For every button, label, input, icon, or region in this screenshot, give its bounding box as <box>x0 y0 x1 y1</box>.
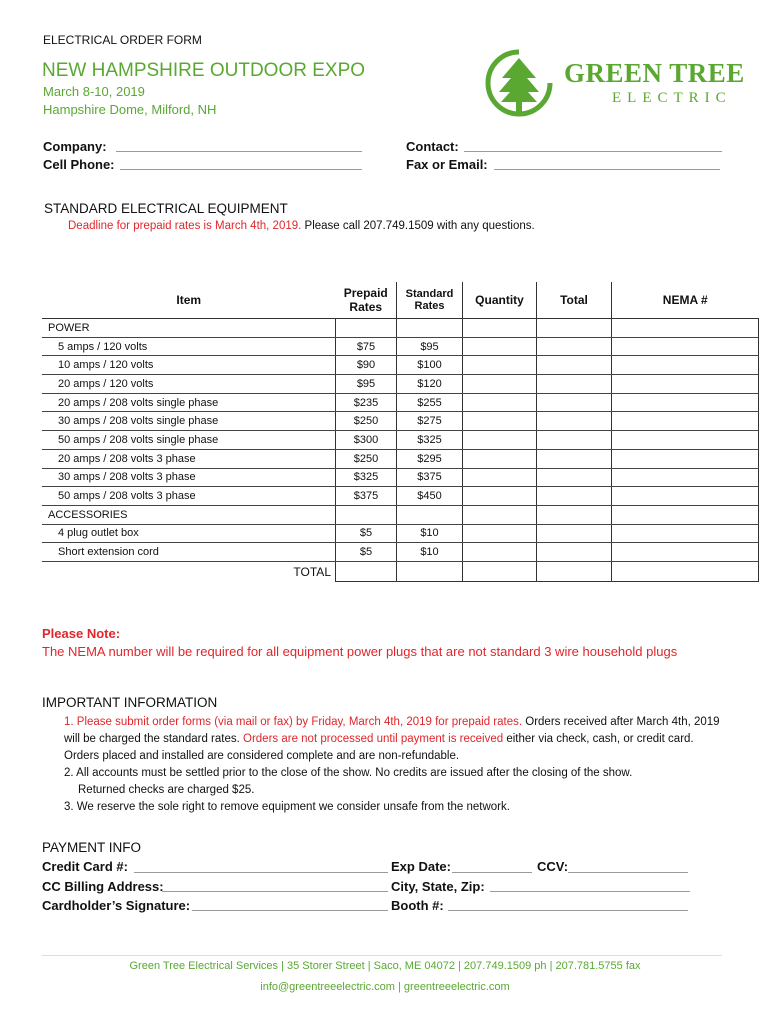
form-title: ELECTRICAL ORDER FORM <box>43 33 202 47</box>
important-item-1-line3: Orders placed and installed are considered complete and are non-refundable. <box>64 750 460 762</box>
table-row <box>42 337 759 356</box>
item-cell: 20 amps / 120 volts <box>42 375 336 394</box>
total-cell[interactable] <box>537 524 612 543</box>
total-cell[interactable] <box>537 468 612 487</box>
standard-rate-cell <box>397 505 463 524</box>
standard-rate-cell: $450 <box>397 487 463 506</box>
logo-text-sub: ELECTRIC <box>612 90 732 106</box>
total-prepaid-cell <box>336 561 397 582</box>
prepaid-rate-cell: $250 <box>336 449 397 468</box>
nema-cell[interactable] <box>612 487 759 506</box>
deadline-red: Deadline for prepaid rates is March 4th, 2019. <box>68 220 302 232</box>
important-item-2-line2: Returned checks are charged $25. <box>78 784 255 796</box>
quantity-cell[interactable] <box>463 356 537 375</box>
table-row <box>42 449 759 468</box>
quantity-cell <box>463 319 537 338</box>
note-text: The NEMA number will be required for all equipment power plugs that are not standard 3 wire household plugs <box>42 644 678 659</box>
total-cell[interactable] <box>537 375 612 394</box>
nema-cell <box>612 505 759 524</box>
nema-cell[interactable] <box>612 412 759 431</box>
item1-black: Orders received after March 4th, 2019 <box>522 716 720 728</box>
item-cell: 20 amps / 208 volts 3 phase <box>42 449 336 468</box>
cell-phone-label: Cell Phone: <box>43 157 115 172</box>
prepaid-rate-cell <box>336 319 397 338</box>
quantity-cell[interactable] <box>463 393 537 412</box>
table-row <box>42 375 759 394</box>
total-cell[interactable] <box>537 393 612 412</box>
booth-field[interactable] <box>448 896 688 911</box>
item-cell: POWER <box>42 319 336 338</box>
credit-card-label: Credit Card #: <box>42 859 128 874</box>
billing-label: CC Billing Address: <box>42 879 164 894</box>
total-row <box>42 561 759 582</box>
ccv-field[interactable] <box>568 858 688 873</box>
total-cell <box>537 505 612 524</box>
standard-header-line2: Rates <box>414 300 445 312</box>
standard-rate-cell: $100 <box>397 356 463 375</box>
equipment-heading: STANDARD ELECTRICAL EQUIPMENT <box>44 201 288 216</box>
standard-rate-cell <box>397 319 463 338</box>
important-item-1 <box>64 714 720 731</box>
company-field[interactable] <box>116 137 362 152</box>
col-header-nema: NEMA # <box>612 282 759 319</box>
prepaid-rate-cell: $235 <box>336 393 397 412</box>
city-field[interactable] <box>490 877 690 892</box>
booth-label: Booth #: <box>391 898 444 913</box>
prepaid-rate-cell: $5 <box>336 543 397 562</box>
event-dates: March 8-10, 2019 <box>43 84 145 99</box>
signature-label: Cardholder’s Signature: <box>42 898 191 913</box>
standard-rate-cell: $275 <box>397 412 463 431</box>
table-header-row <box>42 282 759 319</box>
table-row <box>42 543 759 562</box>
col-header-standard <box>397 282 463 319</box>
equipment-table <box>42 282 759 582</box>
prepaid-rate-cell <box>336 505 397 524</box>
quantity-cell[interactable] <box>463 543 537 562</box>
total-cell[interactable] <box>537 431 612 450</box>
nema-cell <box>612 319 759 338</box>
standard-header-line1: Standard <box>405 288 454 300</box>
quantity-cell[interactable] <box>463 375 537 394</box>
nema-cell[interactable] <box>612 337 759 356</box>
standard-rate-cell: $295 <box>397 449 463 468</box>
prepaid-header-line1: Prepaid <box>343 286 388 300</box>
item-cell: 30 amps / 208 volts single phase <box>42 412 336 431</box>
quantity-cell[interactable] <box>463 449 537 468</box>
quantity-cell <box>463 505 537 524</box>
company-label: Company: <box>43 139 107 154</box>
item-cell: 50 amps / 208 volts single phase <box>42 431 336 450</box>
quantity-cell[interactable] <box>463 524 537 543</box>
footer-divider <box>42 955 722 956</box>
important-item-3: 3. We reserve the sole right to remove equipment we consider unsafe from the network. <box>64 801 510 813</box>
prepaid-header-line2: Rates <box>349 300 383 314</box>
col-header-prepaid <box>336 282 397 319</box>
company-logo <box>484 48 744 118</box>
total-cell[interactable] <box>537 412 612 431</box>
nema-cell[interactable] <box>612 524 759 543</box>
item-cell: 50 amps / 208 volts 3 phase <box>42 487 336 506</box>
total-cell[interactable] <box>537 487 612 506</box>
table-row <box>42 356 759 375</box>
standard-rate-cell: $10 <box>397 524 463 543</box>
item-cell: 20 amps / 208 volts single phase <box>42 393 336 412</box>
prepaid-rate-cell: $75 <box>336 337 397 356</box>
item1-red: 1. Please submit order forms (via mail or fax) by Friday, March 4th, 2019 for prepaid rates. <box>64 716 523 728</box>
important-heading: IMPORTANT INFORMATION <box>42 695 218 710</box>
total-total-cell[interactable] <box>537 561 612 582</box>
item1-line2-black2: either via check, cash, or credit card. <box>503 733 694 745</box>
table-row <box>42 431 759 450</box>
nema-cell[interactable] <box>612 375 759 394</box>
credit-card-field[interactable] <box>134 858 388 873</box>
nema-cell[interactable] <box>612 356 759 375</box>
item-cell: 5 amps / 120 volts <box>42 337 336 356</box>
payment-heading: PAYMENT INFO <box>42 840 142 855</box>
col-header-item: Item <box>42 282 336 319</box>
fax-email-field[interactable] <box>494 155 720 170</box>
standard-rate-cell: $120 <box>397 375 463 394</box>
nema-cell[interactable] <box>612 468 759 487</box>
standard-rate-cell: $325 <box>397 431 463 450</box>
important-item-2: 2. All accounts must be settled prior to the close of the show. No credits are issued after the closing of the show. <box>64 767 633 779</box>
col-header-quantity: Quantity <box>463 282 537 319</box>
item-cell: 4 plug outlet box <box>42 524 336 543</box>
prepaid-rate-cell: $5 <box>336 524 397 543</box>
standard-rate-cell: $10 <box>397 543 463 562</box>
prepaid-rate-cell: $250 <box>336 412 397 431</box>
nema-cell[interactable] <box>612 449 759 468</box>
important-item-1-line2 <box>64 731 720 748</box>
logo-text-main: GREEN TREE <box>564 58 745 88</box>
table-row <box>42 487 759 506</box>
table-row <box>42 468 759 487</box>
total-cell <box>537 319 612 338</box>
contact-field[interactable] <box>464 137 722 152</box>
important-list <box>64 714 720 816</box>
total-cell[interactable] <box>537 543 612 562</box>
tree-logo-icon <box>484 48 554 118</box>
item-cell: ACCESSORIES <box>42 505 336 524</box>
quantity-cell[interactable] <box>463 468 537 487</box>
nema-cell[interactable] <box>612 431 759 450</box>
item-cell: 30 amps / 208 volts 3 phase <box>42 468 336 487</box>
standard-rate-cell: $255 <box>397 393 463 412</box>
table-row <box>42 505 759 524</box>
prepaid-rate-cell: $325 <box>336 468 397 487</box>
event-name: NEW HAMPSHIRE OUTDOOR EXPO <box>42 60 366 81</box>
total-nema-cell[interactable] <box>612 561 759 582</box>
col-header-total: Total <box>537 282 612 319</box>
prepaid-rate-cell: $300 <box>336 431 397 450</box>
total-cell[interactable] <box>537 449 612 468</box>
footer-contact: info@greentreeelectric.com | greentreeelectric.com <box>260 981 510 993</box>
item1-line2-red: Orders are not processed until payment is received <box>243 733 504 745</box>
quantity-cell[interactable] <box>463 431 537 450</box>
deadline-call: Please call 207.749.1509 with any questions. <box>301 220 535 232</box>
nema-cell[interactable] <box>612 543 759 562</box>
ccv-label: CCV: <box>537 859 569 874</box>
total-cell[interactable] <box>537 337 612 356</box>
contact-label: Contact: <box>406 139 459 154</box>
table-row <box>42 319 759 338</box>
deadline-note <box>68 220 535 232</box>
fax-email-label: Fax or Email: <box>406 157 488 172</box>
table-row <box>42 393 759 412</box>
prepaid-rate-cell: $375 <box>336 487 397 506</box>
quantity-cell[interactable] <box>463 487 537 506</box>
nema-cell[interactable] <box>612 393 759 412</box>
billing-field[interactable] <box>162 877 388 892</box>
prepaid-rate-cell: $95 <box>336 375 397 394</box>
item-cell: Short extension cord <box>42 543 336 562</box>
prepaid-rate-cell: $90 <box>336 356 397 375</box>
total-quantity-cell[interactable] <box>463 561 537 582</box>
total-label: TOTAL <box>293 564 331 579</box>
signature-field[interactable] <box>192 896 388 911</box>
footer-address: Green Tree Electrical Services | 35 Storer Street | Saco, ME 04072 | 207.749.1509 ph | 207.781.5755 fax <box>129 960 641 972</box>
city-label: City, State, Zip: <box>391 879 485 894</box>
cell-phone-field[interactable] <box>120 155 362 170</box>
total-standard-cell <box>397 561 463 582</box>
note-title: Please Note: <box>42 626 121 641</box>
total-cell[interactable] <box>537 356 612 375</box>
quantity-cell[interactable] <box>463 412 537 431</box>
standard-rate-cell: $95 <box>397 337 463 356</box>
exp-date-field[interactable] <box>452 858 532 873</box>
standard-rate-cell: $375 <box>397 468 463 487</box>
item1-line2-black: will be charged the standard rates. <box>64 733 243 745</box>
exp-date-label: Exp Date: <box>391 859 451 874</box>
item-cell: 10 amps / 120 volts <box>42 356 336 375</box>
table-row <box>42 524 759 543</box>
quantity-cell[interactable] <box>463 337 537 356</box>
event-location: Hampshire Dome, Milford, NH <box>43 102 217 117</box>
table-row <box>42 412 759 431</box>
